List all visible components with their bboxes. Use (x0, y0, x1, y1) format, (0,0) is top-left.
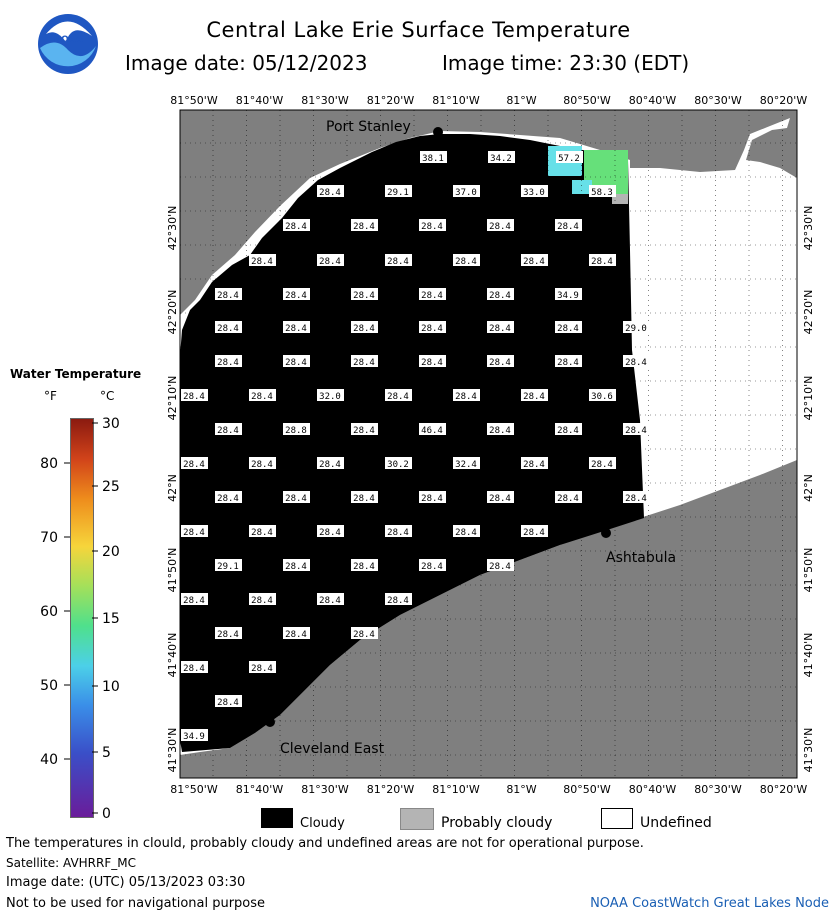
svg-text:34.9: 34.9 (557, 291, 579, 301)
svg-text:28.4: 28.4 (489, 494, 511, 504)
temperature-label (181, 729, 208, 742)
temperature-label (249, 593, 276, 606)
legend-unit-c: °C (100, 389, 115, 403)
lat-label-right: 42°30'N (802, 205, 815, 251)
svg-text:28.4: 28.4 (557, 494, 579, 504)
lon-label-top: 81°30'W (301, 94, 349, 107)
svg-text:28.4: 28.4 (557, 358, 579, 368)
legend-unit-f: °F (44, 389, 57, 403)
cloudy-swatch (261, 808, 293, 828)
svg-text:28.4: 28.4 (217, 324, 239, 334)
temperature-label (487, 288, 514, 301)
temperature-label (419, 559, 446, 572)
svg-text:28.4: 28.4 (421, 358, 443, 368)
temperature-label (249, 389, 276, 402)
map-title: Central Lake Erie Surface Temperature (206, 18, 631, 42)
lon-bottom-labels (170, 783, 807, 796)
temperature-label (521, 525, 548, 538)
lat-label-left: 41°40'N (166, 632, 179, 678)
svg-text:28.4: 28.4 (591, 460, 613, 470)
svg-text:28.4: 28.4 (251, 528, 273, 538)
legend-f-tick: 40 (40, 752, 58, 768)
credit-text: NOAA CoastWatch Great Lakes Node (590, 896, 829, 911)
legend-c-tick: 15 (102, 611, 120, 627)
svg-text:28.4: 28.4 (455, 392, 477, 402)
cleveland-east-label: Cleveland East (280, 741, 385, 757)
lat-left-labels (166, 206, 179, 773)
svg-text:28.4: 28.4 (421, 562, 443, 572)
temperature-label (317, 593, 344, 606)
temperature-label (385, 389, 412, 402)
temperature-label (283, 355, 310, 368)
svg-text:30.6: 30.6 (591, 392, 613, 402)
temperature-label (181, 593, 208, 606)
temperature-label (215, 321, 242, 334)
svg-text:28.4: 28.4 (217, 494, 239, 504)
temperature-label (249, 525, 276, 538)
temperature-label (249, 457, 276, 470)
svg-text:28.4: 28.4 (217, 358, 239, 368)
svg-text:28.4: 28.4 (319, 596, 341, 606)
svg-text:28.4: 28.4 (421, 494, 443, 504)
lat-label-left: 42°10'N (166, 375, 179, 421)
svg-text:28.4: 28.4 (523, 257, 545, 267)
legend-f-tick: 50 (40, 678, 58, 694)
temperature-label (521, 389, 548, 402)
image-date: Image date: 05/12/2023 (125, 51, 368, 75)
temperature-label (385, 525, 412, 538)
svg-text:28.4: 28.4 (489, 426, 511, 436)
legend-f-tick: 80 (40, 456, 58, 472)
svg-text:28.4: 28.4 (353, 358, 375, 368)
svg-text:28.4: 28.4 (285, 291, 307, 301)
lon-label-bottom: 81°40'W (235, 783, 284, 796)
lon-top-labels (170, 94, 807, 107)
temperature-label (249, 661, 276, 674)
cleveland-marker (265, 717, 275, 727)
lat-label-left: 42°20'N (166, 289, 179, 335)
legend-c-tick: 10 (102, 679, 120, 695)
temperature-label (420, 151, 447, 164)
lon-label-bottom: 81°W (506, 783, 537, 796)
temperature-label (215, 491, 242, 504)
svg-text:28.4: 28.4 (353, 494, 375, 504)
legend-f-tick: 60 (40, 604, 58, 620)
svg-text:34.9: 34.9 (183, 732, 205, 742)
temperature-label (419, 219, 446, 232)
temperature-label (283, 627, 310, 640)
lon-label-top: 81°50'W (170, 94, 218, 107)
svg-text:28.4: 28.4 (353, 291, 375, 301)
temperature-label (385, 593, 412, 606)
temperature-label (589, 457, 616, 470)
temperature-label (215, 355, 242, 368)
svg-text:28.4: 28.4 (557, 324, 579, 334)
undefined-label: Undefined (640, 815, 712, 831)
temperature-label (351, 321, 378, 334)
temperature-label (283, 219, 310, 232)
svg-text:28.4: 28.4 (387, 257, 409, 267)
navigation-warning: Not to be used for navigational purpose (6, 896, 266, 911)
probably-cloudy-label: Probably cloudy (441, 815, 553, 831)
legend-c-tick: 25 (102, 479, 120, 495)
svg-text:29.0: 29.0 (625, 324, 647, 334)
temperature-label (317, 185, 344, 198)
temperature-label (181, 525, 208, 538)
temperature-label (555, 423, 582, 436)
temperature-label (351, 559, 378, 572)
svg-text:34.2: 34.2 (490, 154, 512, 164)
svg-text:28.4: 28.4 (557, 426, 579, 436)
lat-label-left: 42°30'N (166, 205, 179, 251)
lon-label-top: 81°W (506, 94, 537, 107)
svg-text:28.4: 28.4 (217, 698, 239, 708)
temperature-label (487, 219, 514, 232)
svg-text:32.0: 32.0 (319, 392, 341, 402)
temperature-label (385, 457, 412, 470)
temperature-label (283, 321, 310, 334)
temperature-label (215, 423, 242, 436)
svg-text:28.4: 28.4 (251, 460, 273, 470)
temperature-label (351, 491, 378, 504)
svg-text:28.4: 28.4 (285, 630, 307, 640)
legend-c-tick: 0 (102, 806, 111, 822)
temperature-label (555, 491, 582, 504)
svg-text:28.4: 28.4 (421, 291, 443, 301)
temperature-label (419, 491, 446, 504)
temperature-label (521, 457, 548, 470)
temperature-label (385, 185, 412, 198)
svg-text:28.4: 28.4 (489, 562, 511, 572)
lat-label-right: 42°20'N (802, 289, 815, 335)
lat-label-right: 42°N (802, 474, 815, 502)
legend-c-tick: 30 (102, 416, 120, 432)
temperature-label (317, 457, 344, 470)
lon-label-bottom: 81°10'W (432, 783, 480, 796)
utc-date-text: Image date: (UTC) 05/13/2023 03:30 (6, 875, 246, 890)
svg-text:28.4: 28.4 (319, 257, 341, 267)
svg-text:32.4: 32.4 (455, 460, 477, 470)
temperature-label (181, 661, 208, 674)
temperature-label (488, 151, 515, 164)
svg-text:28.4: 28.4 (251, 664, 273, 674)
lon-label-top: 80°30'W (694, 94, 742, 107)
svg-text:29.1: 29.1 (217, 562, 239, 572)
svg-text:38.1: 38.1 (422, 154, 444, 164)
lon-label-top: 81°20'W (366, 94, 415, 107)
svg-text:28.4: 28.4 (251, 596, 273, 606)
temperature-label (623, 321, 650, 334)
lat-right-labels (802, 206, 815, 773)
temperature-label (215, 288, 242, 301)
temperature-label (521, 185, 548, 198)
temperature-label (487, 491, 514, 504)
svg-text:28.4: 28.4 (183, 596, 205, 606)
svg-text:28.4: 28.4 (591, 257, 613, 267)
temperature-label (215, 695, 242, 708)
svg-text:28.4: 28.4 (489, 324, 511, 334)
svg-text:30.2: 30.2 (387, 460, 409, 470)
svg-text:28.4: 28.4 (251, 257, 273, 267)
temperature-label (589, 254, 616, 267)
svg-text:28.4: 28.4 (183, 460, 205, 470)
svg-text:28.4: 28.4 (251, 392, 273, 402)
temperature-label (351, 219, 378, 232)
svg-text:28.4: 28.4 (455, 528, 477, 538)
temperature-label (453, 389, 480, 402)
svg-text:28.4: 28.4 (285, 494, 307, 504)
svg-text:28.4: 28.4 (557, 222, 579, 232)
temperature-label (351, 627, 378, 640)
svg-text:28.4: 28.4 (217, 426, 239, 436)
svg-text:28.4: 28.4 (523, 528, 545, 538)
lat-label-right: 42°10'N (802, 375, 815, 421)
svg-text:28.4: 28.4 (387, 596, 409, 606)
svg-text:28.4: 28.4 (523, 460, 545, 470)
temperature-label (317, 254, 344, 267)
temperature-label (623, 491, 650, 504)
temperature-label (453, 185, 480, 198)
temperature-label (589, 185, 616, 198)
svg-text:57.2: 57.2 (558, 154, 580, 164)
svg-text:28.4: 28.4 (217, 291, 239, 301)
temperature-label (453, 457, 480, 470)
ashtabula-marker (601, 528, 611, 538)
lon-label-top: 80°40'W (628, 94, 677, 107)
svg-text:28.4: 28.4 (489, 291, 511, 301)
svg-text:28.4: 28.4 (523, 392, 545, 402)
lon-label-bottom: 81°20'W (366, 783, 415, 796)
undefined-swatch (601, 808, 633, 829)
lon-label-top: 81°10'W (432, 94, 480, 107)
lon-label-bottom: 80°50'W (563, 783, 611, 796)
temperature-label (283, 559, 310, 572)
svg-text:28.4: 28.4 (455, 257, 477, 267)
lat-label-left: 41°30'N (166, 727, 179, 773)
legend-c-tick: 5 (102, 745, 111, 761)
temperature-label (589, 389, 616, 402)
temperature-label (419, 321, 446, 334)
legend-c-tick: 20 (102, 544, 120, 560)
temperature-label (419, 355, 446, 368)
svg-text:28.4: 28.4 (353, 562, 375, 572)
ashtabula-label: Ashtabula (606, 550, 677, 566)
temperature-label (283, 491, 310, 504)
temperature-label (283, 423, 310, 436)
temperature-label (215, 559, 242, 572)
temperature-label (487, 355, 514, 368)
legend-ticks (0, 0, 140, 840)
temperature-label (351, 288, 378, 301)
port-stanley-marker (433, 127, 443, 137)
svg-text:28.4: 28.4 (183, 392, 205, 402)
svg-text:28.4: 28.4 (387, 528, 409, 538)
satellite-text: Satellite: AVHRRF_MC (6, 856, 136, 870)
temperature-label (487, 559, 514, 572)
temperature-label (283, 288, 310, 301)
temperature-label (521, 254, 548, 267)
lat-label-left: 42°N (166, 474, 179, 502)
svg-text:33.0: 33.0 (523, 188, 545, 198)
svg-text:28.4: 28.4 (421, 324, 443, 334)
temperature-label (351, 355, 378, 368)
temperature-label (487, 423, 514, 436)
svg-text:28.4: 28.4 (285, 222, 307, 232)
svg-text:37.0: 37.0 (455, 188, 477, 198)
temperature-label (555, 288, 582, 301)
disclaimer-text: The temperatures in clould, probably cloudy and undefined areas are not for operational purpose. (6, 836, 644, 851)
logo-text: NOAA (53, 35, 83, 45)
svg-text:28.4: 28.4 (353, 426, 375, 436)
svg-text:28.8: 28.8 (285, 426, 307, 436)
svg-text:58.3: 58.3 (591, 188, 613, 198)
probably-cloudy-swatch (400, 808, 434, 830)
svg-text:28.4: 28.4 (489, 222, 511, 232)
lat-label-right: 41°50'N (802, 547, 815, 593)
temperature-label (555, 321, 582, 334)
svg-text:28.4: 28.4 (353, 630, 375, 640)
lon-label-bottom: 80°40'W (628, 783, 677, 796)
port-stanley-label: Port Stanley (326, 119, 411, 135)
lon-label-top: 80°20'W (759, 94, 808, 107)
temperature-label (623, 355, 650, 368)
temperature-label (419, 288, 446, 301)
temperature-label (249, 254, 276, 267)
temperature-label (317, 389, 344, 402)
svg-text:28.4: 28.4 (625, 494, 647, 504)
temperature-label (215, 627, 242, 640)
svg-text:28.4: 28.4 (421, 222, 443, 232)
cloudy-label: Cloudy (300, 816, 345, 831)
svg-text:28.4: 28.4 (387, 392, 409, 402)
temperature-label (181, 389, 208, 402)
lon-label-bottom: 80°20'W (759, 783, 808, 796)
lon-label-bottom: 80°30'W (694, 783, 742, 796)
svg-text:28.4: 28.4 (319, 528, 341, 538)
svg-text:28.4: 28.4 (319, 188, 341, 198)
temperature-label (453, 254, 480, 267)
svg-text:28.4: 28.4 (489, 358, 511, 368)
svg-text:28.4: 28.4 (285, 358, 307, 368)
temperature-label (351, 423, 378, 436)
svg-text:29.1: 29.1 (387, 188, 409, 198)
temperature-label (385, 254, 412, 267)
lat-label-right: 41°30'N (802, 727, 815, 773)
temperature-label (555, 219, 582, 232)
svg-text:28.4: 28.4 (217, 630, 239, 640)
image-time: Image time: 23:30 (EDT) (442, 51, 690, 75)
lat-label-right: 41°40'N (802, 632, 815, 678)
temperature-label (317, 525, 344, 538)
svg-text:28.4: 28.4 (353, 222, 375, 232)
svg-text:28.4: 28.4 (183, 528, 205, 538)
svg-text:28.4: 28.4 (625, 426, 647, 436)
temperature-label (555, 355, 582, 368)
svg-text:28.4: 28.4 (319, 460, 341, 470)
lon-label-bottom: 81°30'W (301, 783, 349, 796)
svg-text:46.4: 46.4 (421, 426, 443, 436)
temperature-label (181, 457, 208, 470)
temperature-label (623, 423, 650, 436)
temperature-label (487, 321, 514, 334)
svg-text:28.4: 28.4 (285, 562, 307, 572)
temperature-label (556, 151, 583, 164)
svg-text:28.4: 28.4 (285, 324, 307, 334)
lon-label-top: 81°40'W (235, 94, 284, 107)
temperature-label (453, 525, 480, 538)
legend-title: Water Temperature (10, 367, 142, 381)
lon-label-top: 80°50'W (563, 94, 611, 107)
svg-text:28.4: 28.4 (353, 324, 375, 334)
legend-f-tick: 70 (40, 530, 58, 546)
temperature-label (419, 423, 446, 436)
lat-label-left: 41°50'N (166, 547, 179, 593)
svg-text:28.4: 28.4 (183, 664, 205, 674)
svg-text:28.4: 28.4 (625, 358, 647, 368)
lon-label-bottom: 81°50'W (170, 783, 218, 796)
